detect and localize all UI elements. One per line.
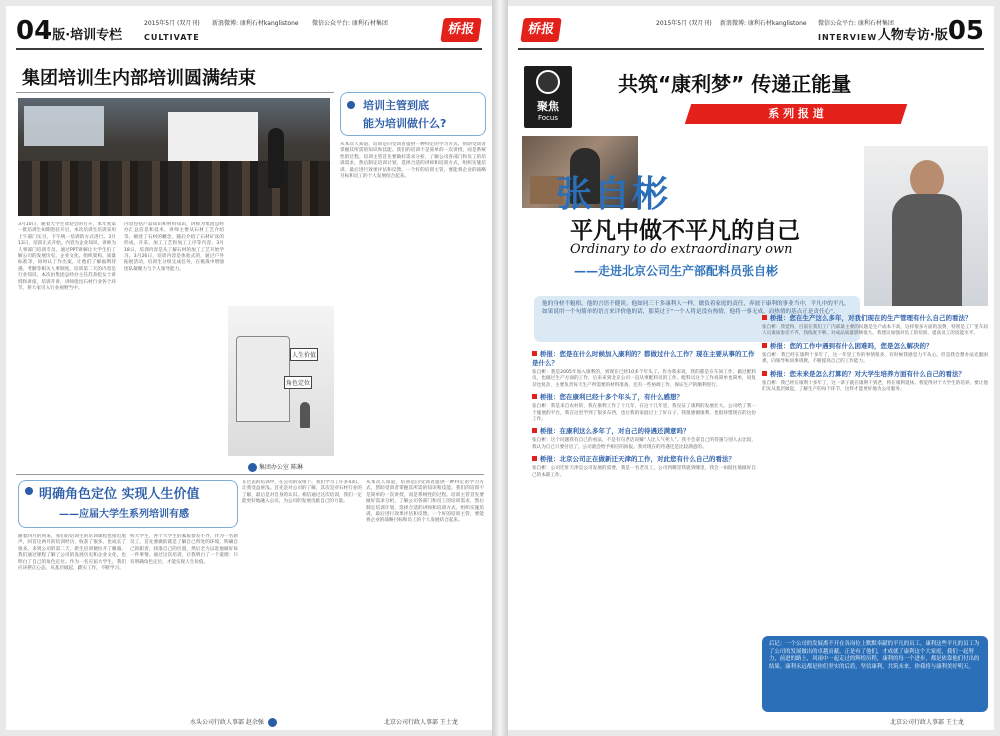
article1-col2: 内容包括产品知识和材料知识，讲师为集团总经办汇总信息和技术，讲师主要从石材工艺介绍等，阐述了石材的概念，随后介绍了石材矿床的形成，开采、加工工艺和加工工序等内容。3月18日，培训内容是从了解石材的加工工艺开始学习。3月26日，培训内容是体验式的，通过户外拓展活动，培训生分组完成任务，在挑战中增强团队凝聚力与个人领导能力。 — [124, 222, 224, 272]
header-issue: 2015年5月 (双月刊) — [656, 20, 712, 27]
subheadline: ——走进北京公司生产部配料员张自彬 — [574, 264, 779, 278]
sidebar-title-box — [340, 92, 486, 136]
article2-col2: 校大学生，各个大学生的素质参差不齐，作为一名新员工，首先要做的就是了解自己所处的环境，明确自己的职责，找准自己的位置，然后全力以赴地做好每一件事情。通过这次培训，让我明白了一个道理：只有明确角色定位，才能实现人生价值。 — [130, 534, 238, 565]
portrait-face — [910, 160, 944, 198]
page-05 — [508, 6, 994, 730]
sign-value: 人生价值 — [290, 348, 318, 361]
headline: 平凡中做不平凡的自己 — [570, 218, 800, 244]
answer: 张自彬：我是来自农村的，我在康利工作了十几年，在这十几年里，我见证了康利的发展壮大。公司给了我一个施展的平台，我在这里学到了很多东西，也让我的家庭过上了好日子。我很感谢康利，也很珍惜现在的这份工作。 — [532, 404, 756, 423]
portrait-body — [892, 194, 962, 306]
page-number: 人物专访·版05 — [877, 16, 984, 46]
header-wechat: 微信公众平台: 康利石材集团 — [312, 20, 388, 27]
answer: 张自彬：这个问题我有自己的看法，不是有句老话说嘛“人比人气死人”。我不会拿自己的待遇与别人去比较，我认为自己只要付出了，公司就会给予相应的回报。我对现在的待遇还是比较满意的。 — [532, 438, 756, 450]
closing-note: 后记：一个公司的发展离不开在各岗位上默默奉献的平凡的员工，康利这些平凡的员工为了公司的发展做出的卓越贡献，正是有了他们，才成就了康利这个大家庭，我们一起努力，前进的路上，风雨中一起走过的辉煌历程，康利的每一个进步，都是依靠他们付出的结果。康利永远都是你们坚实的后盾，坚信康利，共筑未来，你我将与康利美好明天。 — [762, 636, 988, 712]
masthead-logo: 桥报 — [440, 18, 481, 42]
question: 桥报：您在康利已经十多个年头了，有什么感想？ — [532, 393, 756, 402]
masthead-logo: 桥报 — [520, 18, 561, 42]
byline-left-2: 北京公司行政人事部 王士龙 — [384, 719, 458, 726]
question: 桥报：您的工作中遇到有什么困难吗，您是怎么解决的？ — [762, 342, 988, 351]
banner-title: 共筑“康利梦” 传递正能量 — [618, 72, 852, 96]
bullet-icon — [268, 718, 277, 727]
qa-col2 — [762, 310, 988, 640]
training-photo — [18, 98, 330, 216]
cartoon-illustration — [228, 306, 334, 456]
answer: 张自彬：公司迁址天津是公司发展的需要，我是一名老员工，公司到哪里我就到哪里，我会一如既往地做好自己的本职工作。 — [532, 466, 756, 478]
bullet-icon — [248, 463, 257, 472]
figure-walker — [300, 402, 310, 428]
building-sketch — [236, 336, 290, 422]
presenter — [268, 128, 284, 188]
byline-right: 北京公司行政人事部 王士龙 — [890, 719, 964, 726]
question: 桥报：在康利这么多年了，对自己的待遇还满意吗？ — [532, 427, 756, 436]
series-label: 系 列 报 道 — [768, 107, 824, 120]
divider — [16, 474, 484, 475]
article2-subtitle: ——应届大学生系列培训有感 — [59, 509, 189, 520]
photo-caption: 集团办公室 陈琳 — [246, 462, 303, 472]
byline-left-1: 水头公司行政人事部 赵余强 — [190, 717, 277, 727]
answer: 张自彬：我已经在康利十多年了，这一辈子就在康利干到老，将在康利退休。我觉得对于大学生的培养，要让他们先从基层做起，了解生产的每个环节，这样才能更好地为公司服务。 — [762, 380, 988, 393]
question: 桥报：您是在什么时候加入康利的？都做过什么工作？现在主要从事的工作是什么？ — [532, 350, 755, 367]
sign-role: 角色定位 — [284, 376, 312, 389]
person-name: 张自彬 — [556, 174, 671, 215]
article1-col3: 从本次人知道，培训是向受训者提供一种特定的学习方式，帮助受训者掌握其所需的知识和技能。我们的培训不是简单的一次讲授，而是系统性的过程。培训主管首先要做好需求分析，了解公司各部门和员工的培训需求，然后制定培训计划，选择合适的讲师和培训方式，组织实施培训，最后进行效果评估和反馈。一个好的培训主管，要能将企业的战略目标和员工的个人发展结合起来。 — [340, 142, 486, 180]
portrait-photo — [864, 146, 988, 306]
answer: 张自彬：我觉得，目前在我们工厂内部最主要的问题是生产成本不高，这样很多方面的浪费，特别是工厂里车间人员素质参差不齐，熟练度不够，对成品质量影响很大。我建议加强对员工的培训，提高员工的技能水平。 — [762, 325, 988, 337]
article1-col1: 3月10日，随着大学生欢迎会的召开，本年度第一批培训生如期进驻开启，本次培训生培训采用上午部门实习，下午统一培训的方式进行。3月13日，培训正式开始。内容为企业知识，讲师为人事部门培训专员。通过PPT讲解让大学生们了解公司的发展历史、企业文化、组织架构、质量标准等，同时认了作出案，让他们了解福利待遇、考勤等相关人事制度。培训第二天的内容是行业知识，本次由集团总经办主任苏劲松女士讲授和讲座，培训开讲，讲师指出石材行业各个环节，将大家引入行业视野当中。 — [18, 222, 116, 292]
article2-title-box — [18, 480, 238, 528]
sidebar-title-1: 培训主管到底 — [363, 99, 429, 112]
article1-title: 集团培训生内部培训圆满结束 — [22, 68, 256, 89]
bullet-icon — [347, 101, 355, 109]
page-number: 04版·培训专栏 — [16, 16, 123, 46]
header-issue: 2015年5月 (双月刊) — [144, 20, 200, 27]
header-weibo: 新浪微博: 康利石材kanglistone — [720, 20, 807, 27]
answer: 张自彬：我是2005年加入康利的，到现在已经10多个年头了。作为我来说，我的都是在车间工作，做过配料员，也做过生产方面的工作，后来来到北京公司一直从事配料员的工作。配料员这个工作说简单也简单，说复杂也复杂，主要负责每天生产所需要的材料准备，还有一些协调工作，保证生产的顺利进行。 — [532, 370, 756, 388]
page-spine — [492, 0, 508, 736]
focus-badge — [524, 66, 572, 128]
page-04 — [6, 6, 492, 730]
page-header-right — [518, 16, 984, 50]
qa-col1 — [532, 346, 756, 722]
sidebar-title-2: 能为培训做什么? — [363, 117, 447, 130]
focus-label: 聚焦 — [537, 100, 559, 113]
question: 桥报：您未来是怎么打算的？对大学生培养方面有什么自己的看法？ — [762, 370, 988, 379]
headline-en: Ordinary to do extraordinary own — [570, 242, 793, 257]
article2-col3: 在过去的培训中，在公司的安排下，我们学习了许多知识，让我受益匪浅。首先是对公司的了解，其次是对石材行业的了解，最后是对自身的认识。相信通过这次培训，我们一定能更好地融入公司，为公司的发展贡献自己的力量。 — [242, 480, 362, 505]
focus-label-en: Focus — [538, 114, 558, 122]
article2-col1: 随着四月的到来，我们的培训生的培训课程也接近尾声，回首这两月的培训经历，收获了很多，也成长了很多。来到公司的第二天，新生培训便拉开了帷幕，我们通过课程了解了公司的发展历史和企业文化，也明白了自己的角色定位。作为一名应届大学生，我们应该摆正心态，从基层做起，踏实工作，不断学习。 — [18, 534, 126, 572]
question: 桥报：您在生产这么多年，对我们现在的生产管理有什么自己的看法？ — [762, 314, 988, 323]
header-section-en: CULTIVATE — [144, 33, 200, 42]
bullet-icon — [25, 487, 33, 495]
article2-col4: 从本次人知道，培训是向受训者提供一种特定的学习方式，帮助受训者掌握其所需的知识和技能。我们的培训不是简单的一次讲授，而是系统性的过程。培训主管首先要做好需求分析，了解公司各部门和员工的培训需求，然后制定培训计划，选择合适的讲师和培训方式，组织实施培训，最后进行效果评估和反馈。一个好的培训主管，要能将企业的战略目标和员工的个人发展结合起来。 — [366, 480, 484, 524]
intro-box: 他的身材不魁梧，他的言语不健谈。他如同三千多康利人一样，做负着家庭的责任，奔波于康利的事业当中，平凡中的平凡。如果说用一个句简单的语言来评价他的话，那莫过于“一个人将是没有热情，他将一事无成，而热情的基点正是责任心”。 — [534, 296, 860, 342]
header-section-en: INTERVIEW — [818, 33, 878, 42]
page-header-left — [16, 16, 482, 50]
header-weibo: 新浪微博: 康利石材kanglistone — [212, 20, 299, 27]
header-wechat: 微信公众平台: 康利石材集团 — [818, 20, 894, 27]
answer: 张自彬：我已经在康利十多年了，这一年里工作的事情很多，有时候我感觉力不从心。但是我会想办法克服困难，向领导和同事请教，不断提高自己的工作能力。 — [762, 352, 988, 365]
article2-title: 明确角色定位 实现人生价值 — [39, 487, 200, 502]
window-light — [24, 106, 104, 146]
film-reel-icon — [536, 70, 560, 94]
divider — [16, 92, 334, 93]
question: 桥报：北京公司正在做新迁天津的工作，对此您有什么自己的看法？ — [532, 455, 756, 464]
